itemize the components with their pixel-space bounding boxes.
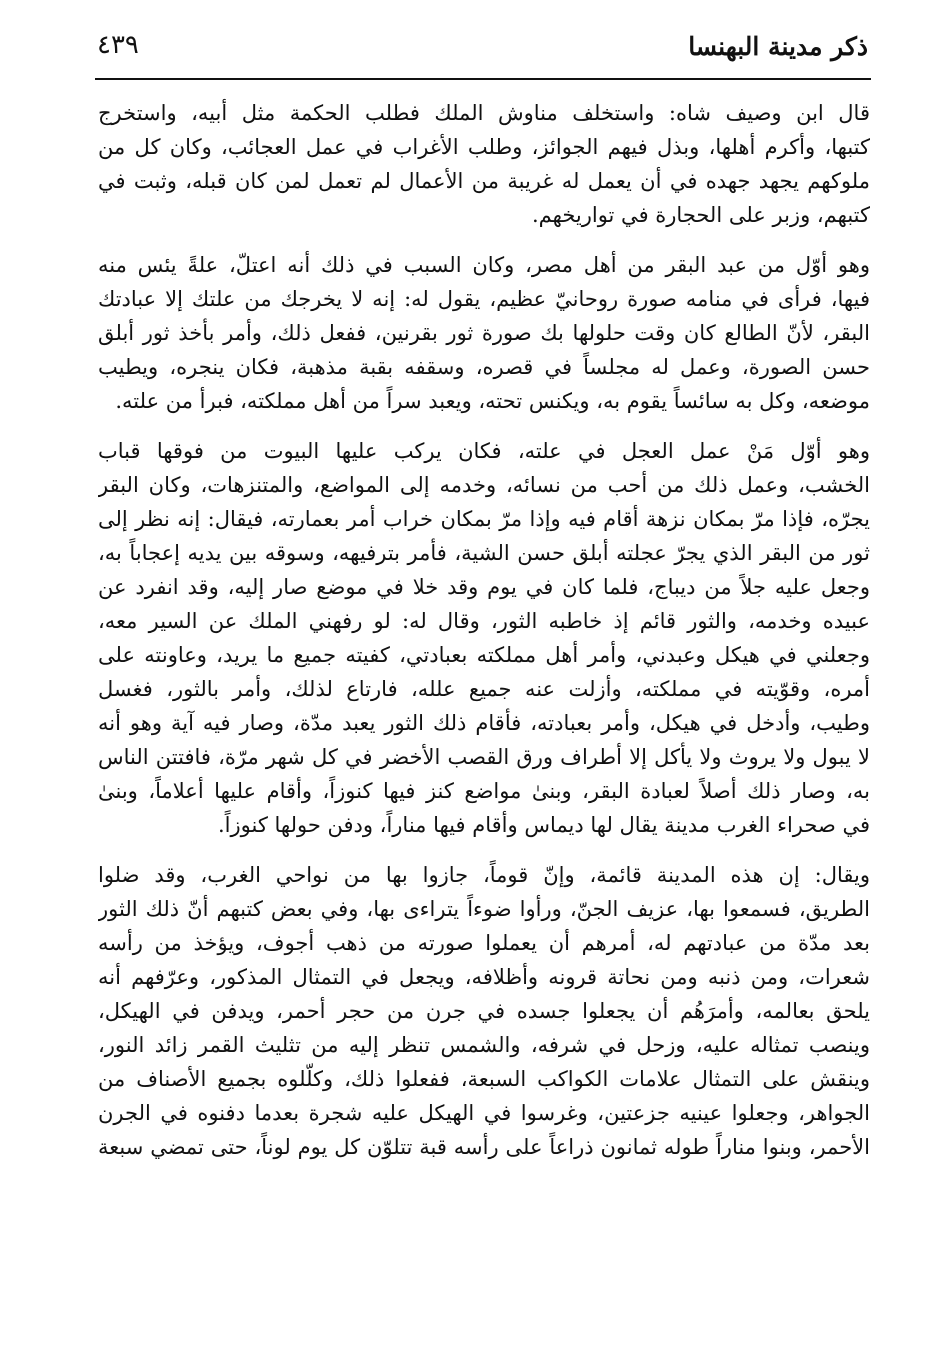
paragraph <box>98 858 870 1164</box>
text-line: كتبهم، وزبر على الحجارة في تواريخهم. <box>531 203 870 227</box>
text-line: به، وصار ذلك أصلاً لعبادة البقر، وبنىٰ مواضع كنز فيها كنوزاً، وأقام عليها أعلاماً، وبنىٰ <box>98 779 870 803</box>
text-line: وجعل عليه جلاً من ديباج، فلما كان في يوم وقد خلا في موضع صار إليه، وقد انفرد عن <box>98 575 870 599</box>
paragraph <box>98 434 870 842</box>
text-line: يلحق بعالمه، وأمرَهُم أن يجعلوا جسده في جرن من حجر أحمر، ويدفن في الهيكل، <box>98 999 870 1023</box>
text-line: وهو أوّل مَنْ عمل العجل في علته، فكان يركب عليها البيوت من فوقها قباب <box>98 439 870 463</box>
text-line: بعد مدّة من عبادتهم له، أمرهم أن يعملوا صورته من ذهب أجوف، ويؤخذ من رأسه <box>98 931 870 955</box>
text-line: ويقال: إن هذه المدينة قائمة، وإنّ قوماً، جازوا بها من نواحي الغرب، وقد ضلوا <box>98 863 870 887</box>
running-title: ذكر مدينة البهنسا <box>688 32 868 61</box>
text-line: قال ابن وصيف شاه: واستخلف مناوش الملك فطلب الحكمة مثل أبيه، واستخرج <box>98 101 870 125</box>
text-line: وهو أوّل من عبد البقر من أهل مصر، وكان السبب في ذلك أنه اعتلّ، علةً يئس منه <box>98 253 870 277</box>
text-line: وينقش على التمثال علامات الكواكب السبعة، ففعلوا ذلك، وكلّلوه بجميع الأصناف من <box>98 1067 870 1091</box>
paragraph <box>98 96 870 232</box>
text-line: وجعلني في هيكل وعبدني، وأمر أهل مملكته بعبادتي، كفيته جميع ما يريد، وعاونته على <box>98 643 870 667</box>
text-line: البقر، لأنّ الطالع كان وقت حلولها بك صورة ثور بقرنين، ففعل ذلك، وأمر بأخذ ثور أبلق <box>98 321 870 345</box>
page-number: ٤٣٩ <box>97 30 139 60</box>
text-line: الجواهر، وجعلوا عينيه جزعتين، وغرسوا في الهيكل عليه شجرة بعدما دفنوه في الجرن <box>98 1101 870 1125</box>
header-rule <box>95 78 871 80</box>
text-line: وينصب تمثاله عليه، وزحل في شرفه، والشمس تنظر إليه من تثليث القمر زائد النور، <box>98 1033 870 1057</box>
text-line: ثور من البقر الذي يجرّ عجلته أبلق حسن الشية، فأمر بترفيهه، وسوقه بين يديه إعجاباً به، <box>98 541 870 565</box>
text-line: حسن الصورة، وعمل له مجلساً في قصره، وسقفه بقبة مذهبة، فكان ينجره، ويطيب <box>98 355 870 379</box>
text-line: في صحراء الغرب مدينة يقال لها ديماس وأقام فيها مناراً، ودفن حولها كنوزاً. <box>218 813 870 837</box>
text-line: موضعه، وكل به سائساً يقوم به، ويكنس تحته، ويعبد سراً من أهل مملكته، فبرأ من علته. <box>115 389 870 413</box>
text-line: عبيده وخدمه، والثور قائم إذ خاطبه الثور، وقال له: لو رفهني الملك عن السير معه، <box>98 609 870 633</box>
text-line: لا يبول ولا يروث ولا يأكل إلا أطراف ورق القصب الأخضر في كل شهر مرّة، فافتتن الناس <box>98 745 870 769</box>
text-line: فيها، فرأى في منامه صورة روحانيّ عظيم، يقول له: إنه لا يخرجك من علتك إلا عبادتك <box>98 287 870 311</box>
text-line: أمره، وقوّيته في مملكته، وأزلت عنه جميع علله، فارتاع لذلك، وأمر بالثور، فغسل <box>98 677 870 701</box>
text-line: الأحمر، وبنوا مناراً طوله ثمانون ذراعاً على رأسه قبة تتلوّن كل يوم لوناً، حتى تمضي سبعة <box>98 1135 870 1159</box>
text-line: الخشب، وعمل ذلك من أحب من نسائه، وخدمه إلى المواضع، والمتنزهات، وكان البقر <box>98 473 870 497</box>
text-line: ملوكهم يجهد جهده في أن يعمل له غريبة من الأعمال لم تعمل لمن كان قبله، وثبت في <box>98 169 870 193</box>
text-line: يجرّه، فإذا مرّ بمكان نزهة أقام فيه وإذا مرّ بمكان خراب أمر بعمارته، فيقال: إنه نظر إلى <box>98 507 870 531</box>
text-line: وطيب، وأدخل في هيكل، وأمر بعبادته، فأقام ذلك الثور يعبد مدّة، وصار فيه آية وهو أنه <box>98 711 870 735</box>
text-line: شعرات، ومن ذنبه ومن نحاتة قرونه وأظلافه، ويجعل في التمثال المذكور، وعرّفهم أنه <box>98 965 870 989</box>
text-line: الطريق، فسمعوا بها، عزيف الجنّ، ورأوا ضوءاً يتراءى بها، وفي بعض كتبهم أنّ ذلك الثور <box>98 897 870 921</box>
paragraph <box>98 248 870 418</box>
body-text <box>98 96 870 1164</box>
text-line: كتبها، وأكرم أهلها، وبذل فيهم الجوائز، وطلب الأغراب في عمل العجائب، وكان كل من <box>98 135 870 159</box>
